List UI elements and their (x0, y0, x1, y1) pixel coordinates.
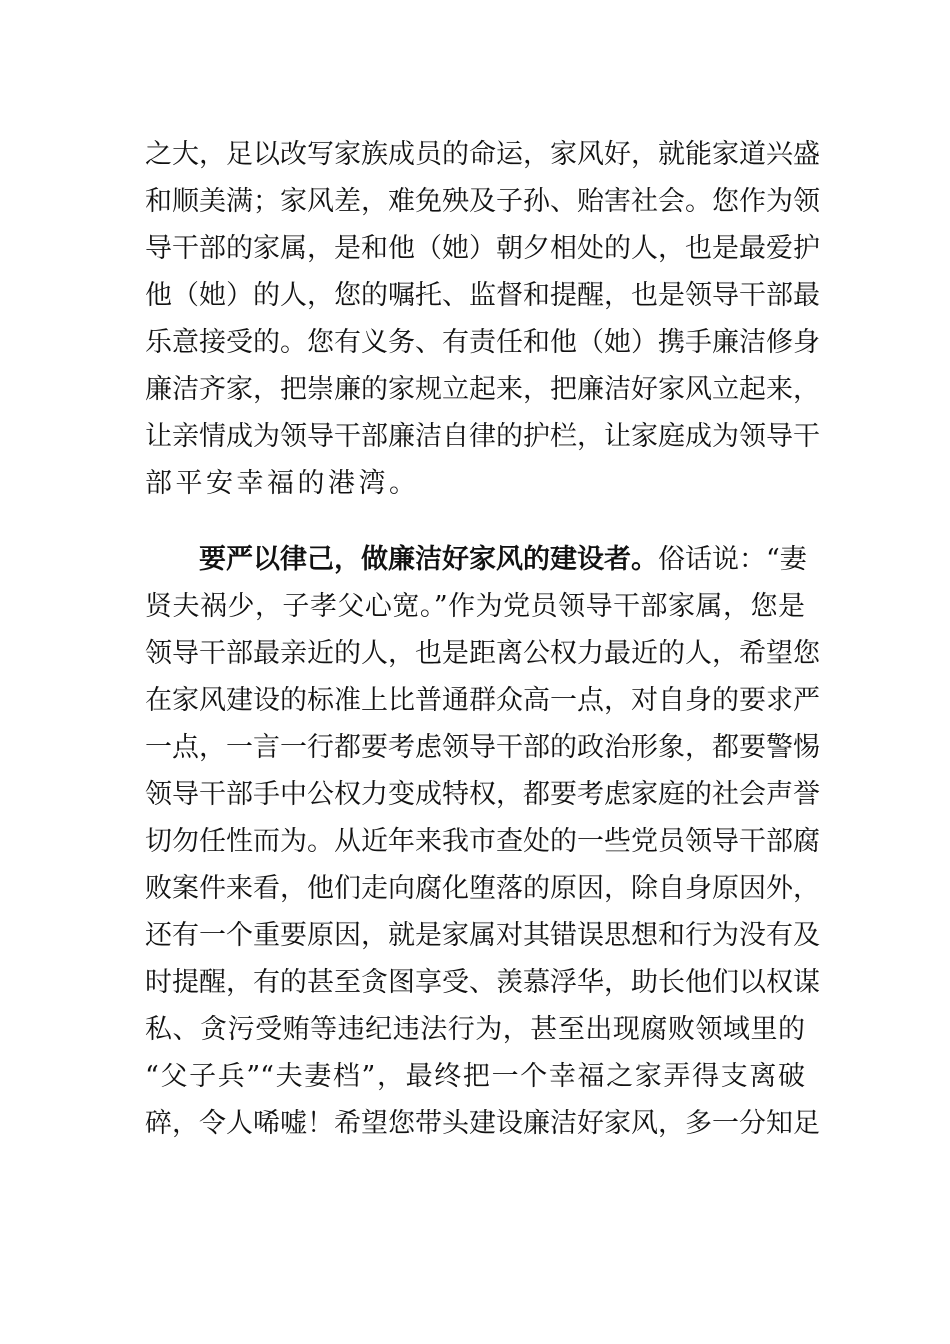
text-line: 他（她）的人，您的嘱托、监督和提醒，也是领导干部最 (145, 280, 820, 311)
text-line: 还有一个重要原因，就是家属对其错误思想和行为没有及 (145, 920, 820, 951)
text-line: 私、贪污受贿等违纪违法行为，甚至出现腐败领域里的 (145, 1014, 805, 1045)
text-line: 碎，令人唏嘘！希望您带头建设廉洁好家风，多一分知足 (145, 1108, 820, 1139)
text-line: 领导干部最亲近的人，也是距离公权力最近的人，希望您 (145, 638, 820, 669)
text-line: “父子兵”“夫妻档”，最终把一个幸福之家弄得支离破 (145, 1061, 805, 1092)
text-line: 贤夫祸少，子孝父心宽。”作为党员领导干部家属，您是 (145, 591, 805, 622)
text-line: 之大，足以改写家族成员的命运，家风好，就能家道兴盛 (145, 139, 820, 170)
text-line: 和顺美满；家风差，难免殃及子孙、贻害社会。您作为领 (145, 186, 820, 217)
paragraph-first-line (199, 540, 805, 580)
text-line: 领导干部手中公权力变成特权，都要考虑家庭的社会声誉 (145, 779, 820, 810)
text-line: 廉洁齐家，把崇廉的家规立起来，把廉洁好家风立起来， (145, 374, 820, 405)
text-line: 导干部的家属，是和他（她）朝夕相处的人，也是最爱护 (145, 233, 820, 264)
text-line: 一点，一言一行都要考虑领导干部的政治形象，都要警惕 (145, 732, 820, 763)
text-line: 在家风建设的标准上比普通群众高一点，对自身的要求严 (145, 685, 820, 716)
text-line: 乐意接受的。您有义务、有责任和他（她）携手廉洁修身 (145, 327, 820, 358)
heading-follow-text: 俗话说：“妻 (658, 544, 807, 575)
text-line: 败案件来看，他们走向腐化堕落的原因，除自身原因外， (145, 873, 820, 904)
text-line: 让亲情成为领导干部廉洁自律的护栏，让家庭成为领导干 (145, 421, 820, 452)
paragraph-heading: 要严以律己，做廉洁好家风的建设者。 (199, 544, 658, 575)
text-line: 时提醒，有的甚至贪图享受、羡慕浮华，助长他们以权谋 (145, 967, 820, 998)
text-line: 切勿任性而为。从近年来我市查处的一些党员领导干部腐 (145, 826, 820, 857)
text-line: 部平安幸福的港湾。 (145, 468, 420, 499)
